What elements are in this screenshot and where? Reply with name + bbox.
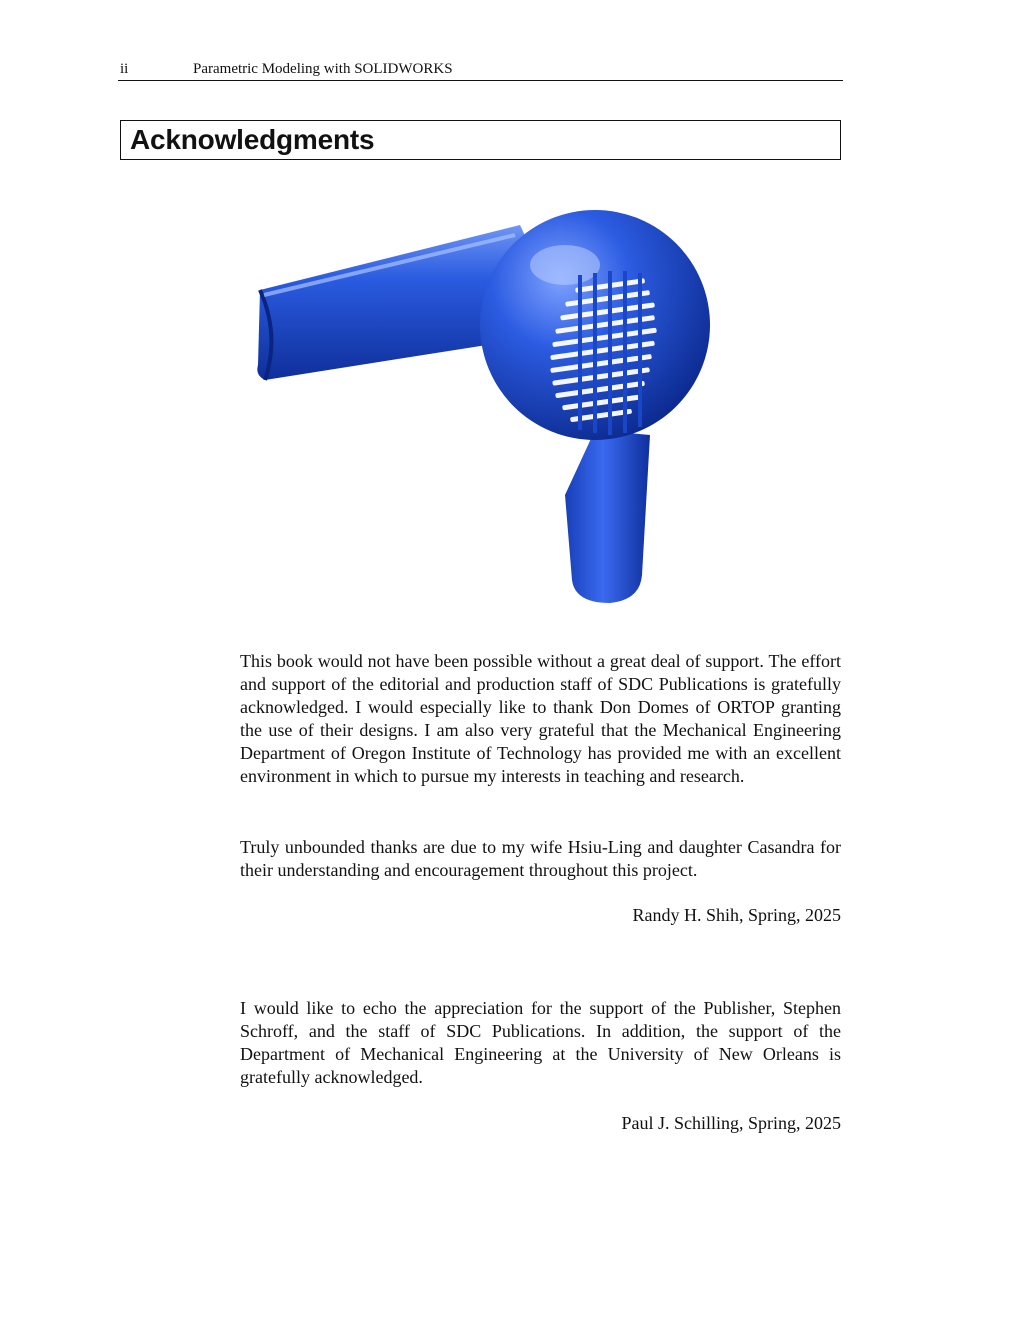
signature-schilling: Paul J. Schilling, Spring, 2025 bbox=[621, 1113, 841, 1133]
page-number: ii bbox=[120, 61, 129, 77]
signature-shih: Randy H. Shih, Spring, 2025 bbox=[632, 905, 841, 925]
acknowledgment-paragraph-2: Truly unbounded thanks are due to my wife Hsiu-Ling and daughter Casandra for their understanding and encouragement throughout this project. bbox=[240, 837, 841, 880]
running-header bbox=[118, 60, 843, 81]
hair-dryer-icon bbox=[250, 195, 720, 615]
acknowledgment-paragraph-3: I would like to echo the appreciation for the support of the Publisher, Stephen Schroff, and the staff of SDC Publications. In addition, the support of the Department of Mechanical Engineering at the University of New Orleans is gratefully acknowledged. bbox=[240, 998, 841, 1087]
book-title: Parametric Modeling with SOLIDWORKS bbox=[193, 61, 453, 77]
acknowledgment-paragraph-1: This book would not have been possible without a great deal of support. The effort and support of the editorial and production staff of SDC Publications is gratefully acknowledged. I would especially like to thank Don Domes of ORTOP granting the use of their designs. I am also very grateful that the Mechanical Engineering Department of Oregon Institute of Technology has provided me with an excellent environment in which to pursue my interests in teaching and research. bbox=[240, 651, 841, 786]
section-title-box bbox=[120, 120, 841, 160]
hair-dryer-figure bbox=[250, 195, 720, 615]
section-title: Acknowledgments bbox=[130, 124, 375, 155]
